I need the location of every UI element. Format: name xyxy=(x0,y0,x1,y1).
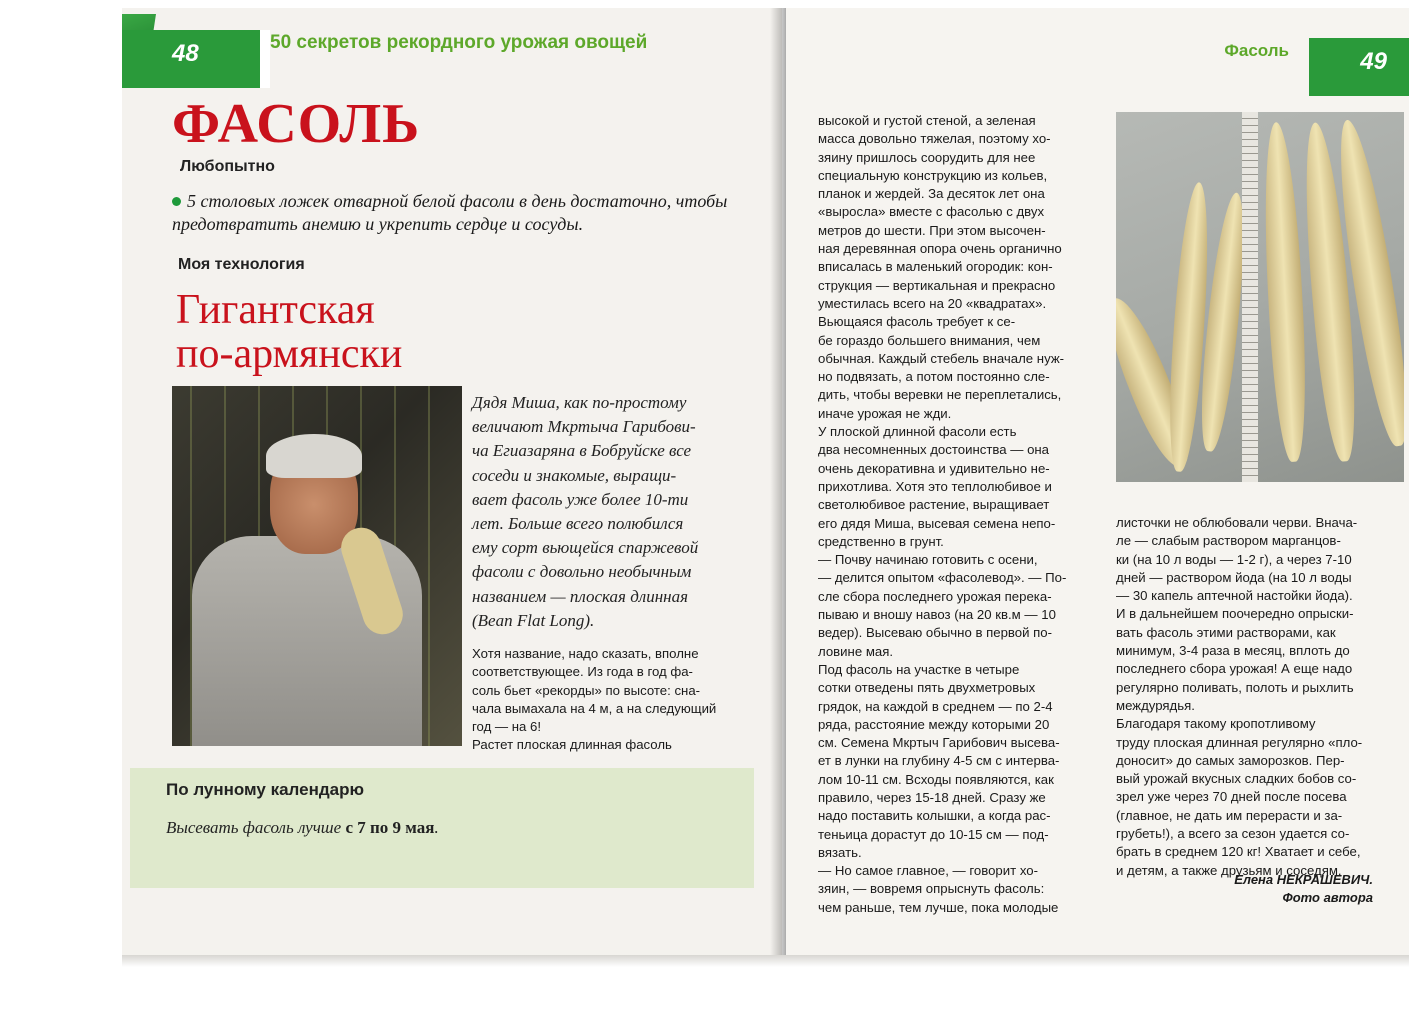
column-line: Под фасоль на участке в четыре xyxy=(818,661,1020,677)
body-paragraph-left xyxy=(472,645,772,755)
column-line: дить, чтобы веревки не переплетались, xyxy=(818,387,1062,403)
column-line: ная деревянная опора очень органично xyxy=(818,241,1062,257)
column-line: ки (на 10 л воды — 1-2 г), а через 7-10 xyxy=(1116,551,1352,567)
intro-line: фасоли с довольно необычным xyxy=(472,562,692,582)
bullet-icon xyxy=(172,197,181,206)
running-title-right: Фасоль xyxy=(1224,41,1289,60)
intro-line: величают Мкртыча Гарибови- xyxy=(472,417,696,437)
column-line: вязать. xyxy=(818,844,862,860)
column-line: специальную конструкцию из кольев, xyxy=(818,167,1048,183)
column-line: вать фасоль этими растворами, как xyxy=(1116,624,1336,640)
intro-line: ему сорт вьющейся спаржевой xyxy=(472,538,699,558)
column-line: Вьющаяся фасоль требует к се- xyxy=(818,314,1016,330)
column-line: вписалась в маленький огородик: кон- xyxy=(818,259,1053,275)
lunar-calendar-title: По лунному календарю xyxy=(166,780,364,799)
column-line: Благодаря такому кропотливому xyxy=(1116,716,1316,732)
column-line: междурядья. xyxy=(1116,697,1195,713)
page-number-right: 49 xyxy=(1360,48,1387,75)
lunar-text-prefix: Высевать фасоль лучше xyxy=(166,818,346,837)
intro-line: лет. Больше всего полюбился xyxy=(472,514,684,534)
column-line: обычная. Каждый стебель вначале нуж- xyxy=(818,350,1065,366)
column-line: последнего сбора урожая! А еще надо xyxy=(1116,661,1353,677)
intro-line: Дядя Миша, как по-простому xyxy=(472,393,687,412)
photo-credit: Фото автора xyxy=(1282,890,1373,905)
article-headline xyxy=(176,288,402,376)
column-line: надо поставить колышки, а когда рас- xyxy=(818,808,1051,824)
column-line: грубеть!), а всего за сезон удается со- xyxy=(1116,826,1350,842)
running-title-left: 50 секретов рекордного урожая овощей xyxy=(270,32,648,53)
column-line: бе гораздо большего внимания, чем xyxy=(818,332,1041,348)
page-number-tab-left xyxy=(122,30,260,88)
column-line: доносит» до самых заморозков. Пер- xyxy=(1116,752,1345,768)
column-line: У плоской длинной фасоли есть xyxy=(818,424,1017,440)
body-line: Хотя название, надо сказать, вполне xyxy=(472,646,699,661)
column-line: светолюбивое растение, выращивает xyxy=(818,497,1050,513)
photo-gardener-hair xyxy=(266,434,362,478)
column-line: два несомненных достоинства — она xyxy=(818,442,1050,458)
lunar-text-dates: с 7 по 9 мая xyxy=(345,818,435,837)
column-line: «выросла» вместе с фасолью с двух xyxy=(818,204,1045,220)
column-line: — Но самое главное, — говорит хо- xyxy=(818,863,1039,879)
column-line: его дядя Миша, высевая семена непо- xyxy=(818,515,1056,531)
body-column-2 xyxy=(1116,514,1406,880)
fact-paragraph xyxy=(172,190,772,236)
column-line: зяину пришлось соорудить для нее xyxy=(818,149,1036,165)
page-number-left: 48 xyxy=(172,40,199,67)
bean-pod xyxy=(1259,121,1311,462)
column-line: листочки не облюбовали черви. Внача- xyxy=(1116,515,1358,530)
measuring-tape xyxy=(1242,112,1258,482)
column-line: правило, через 15-18 дней. Сразу же xyxy=(818,789,1046,805)
lunar-text-suffix: . xyxy=(434,818,439,837)
intro-line: соседи и знакомые, выращи- xyxy=(472,465,677,485)
column-line: вый урожай вкусных сладких бобов со- xyxy=(1116,771,1357,787)
column-line: но подвязать, а потом постоянно сле- xyxy=(818,369,1050,385)
column-line: (главное, не дать им перерасти и за- xyxy=(1116,807,1343,823)
column-line: теньица дорастут до 10-15 см — под- xyxy=(818,826,1049,842)
column-line: регулярно поливать, полоть и рыхлить xyxy=(1116,679,1354,695)
right-page xyxy=(786,8,1409,963)
intro-line: названием — плоская длинная xyxy=(472,586,688,606)
column-line: зрел уже через 70 дней после посева xyxy=(1116,789,1347,805)
column-line: И в дальнейшем поочередно опрыски- xyxy=(1116,606,1354,622)
left-page xyxy=(122,8,782,963)
column-line: чем раньше, тем лучше, пока молодые xyxy=(818,899,1059,915)
intro-line: (Bean Flat Long). xyxy=(472,610,595,630)
column-line: высокой и густой стеной, а зеленая xyxy=(818,113,1036,128)
lunar-calendar-text xyxy=(166,818,439,838)
body-column-1 xyxy=(818,112,1106,917)
author-signature: Елена НЕКРАШЕВИЧ. xyxy=(1234,872,1373,887)
body-line: соль бьет «рекорды» по высоте: сна- xyxy=(472,682,701,698)
intro-line: вает фасоль уже более 10-ти xyxy=(472,489,689,509)
column-line: масса довольно тяжелая, поэтому хо- xyxy=(818,131,1051,147)
headline-line-2: по-армянски xyxy=(176,331,403,377)
column-line: иначе урожая не жди. xyxy=(818,405,952,421)
photo-bean-pods xyxy=(1116,112,1404,482)
column-line: сотки отведены пять двухметровых xyxy=(818,680,1036,696)
section-tech-heading: Моя технология xyxy=(178,256,305,273)
column-line: очень декоративна и удивительно не- xyxy=(818,460,1050,476)
column-line: планок и жердей. За десяток лет она xyxy=(818,186,1045,202)
column-line: уместилась всего на 20 «квадратах». xyxy=(818,295,1047,311)
column-line: грядок, на каждой в среднем — по 2-4 xyxy=(818,698,1053,714)
column-line: см. Семена Мкртыч Гарибович высева- xyxy=(818,735,1060,751)
body-line: год — на 6! xyxy=(472,719,542,735)
column-line: — 30 капель аптечной настойки йода). xyxy=(1116,588,1353,604)
column-line: прихотлива. Хотя это теплолюбивое и xyxy=(818,478,1052,494)
body-line: Растет плоская длинная фасоль xyxy=(472,737,672,753)
body-line: соответствующее. Из года в год фа- xyxy=(472,664,693,680)
column-line: сле сбора последнего урожая перека- xyxy=(818,588,1052,604)
column-line: средственно в грунт. xyxy=(818,533,944,549)
column-line: пываю и вношу навоз (на 20 кв.м — 10 xyxy=(818,607,1056,623)
column-line: ле — слабым раствором марганцов- xyxy=(1116,533,1341,549)
column-line: и детям, а также друзьям и соседям. xyxy=(1116,862,1342,878)
intro-paragraph xyxy=(472,391,772,633)
column-line: ловине мая. xyxy=(818,643,894,659)
headline-line-1: Гигантская xyxy=(176,287,375,333)
column-line: зяин, — вовремя опрыснуть фасоль: xyxy=(818,881,1045,897)
article-category-title: ФАСОЛЬ xyxy=(172,93,421,155)
column-line: метров до шести. При этом высочен- xyxy=(818,222,1046,238)
column-line: ведер). Высеваю обычно в первой по- xyxy=(818,625,1053,641)
column-line: — Почву начинаю готовить с осени, xyxy=(818,552,1038,568)
page-bottom-edge xyxy=(122,955,1409,967)
page-number-tab-right xyxy=(1309,38,1409,96)
section-curious-heading: Любопытно xyxy=(180,158,275,175)
column-line: труду плоская длинная регулярно «пло- xyxy=(1116,734,1363,750)
column-line: — делится опытом «фасолевод». — По- xyxy=(818,570,1067,586)
column-line: ет в лунки на глубину 4-5 см с интерва- xyxy=(818,753,1060,769)
column-line: минимум, 3-4 раза в месяц, вплоть до xyxy=(1116,643,1350,659)
column-line: дней — раствором йода (на 10 л воды xyxy=(1116,569,1352,585)
column-line: брать в среднем 120 кг! Хватает и себе, xyxy=(1116,844,1361,860)
intro-line: ча Егиазаряна в Бобруйске все xyxy=(472,441,692,461)
fact-text: 5 столовых ложек отварной белой фасоли в день достаточно, чтобы предотвратить анемию и укрепить сердце и сосуды. xyxy=(172,191,728,234)
photo-gardener xyxy=(172,386,462,746)
body-line: чала вымахала на 4 м, а на следующий xyxy=(472,700,717,716)
column-line: ряда, расстояние между которыми 20 xyxy=(818,716,1050,732)
column-line: струкция — вертикальная и прекрасно xyxy=(818,277,1056,293)
column-line: лом 10-11 см. Всходы появляются, как xyxy=(818,771,1054,787)
